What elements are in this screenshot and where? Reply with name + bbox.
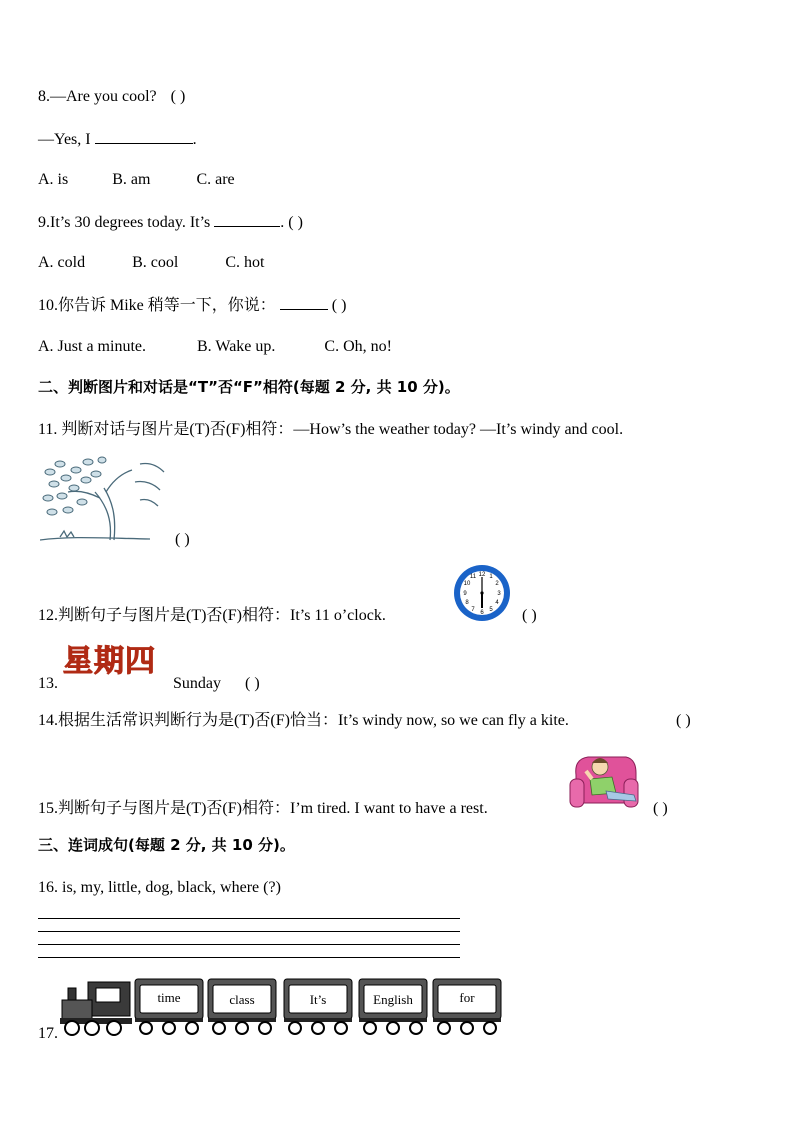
tired-person-armchair-image bbox=[566, 745, 642, 813]
train-engine-image bbox=[60, 978, 134, 1038]
q10-blank[interactable] bbox=[280, 295, 328, 310]
q9-option-b[interactable]: B. cool bbox=[132, 254, 179, 271]
train-car bbox=[432, 978, 502, 1036]
train-car bbox=[134, 978, 204, 1036]
q10-question: 10.你告诉 Mike 稍等一下，你说： bbox=[38, 297, 276, 314]
q17-word-3: It’s bbox=[309, 992, 327, 1007]
q17-number: 17. bbox=[38, 1025, 58, 1042]
q15-paren[interactable]: ( ) bbox=[653, 800, 668, 817]
q8-answer-line bbox=[38, 129, 197, 150]
svg-text:7: 7 bbox=[471, 607, 475, 613]
train-car bbox=[283, 978, 353, 1036]
q13-word: Sunday bbox=[173, 675, 221, 692]
q11-text: 11. 判断对话与图片是(T)否(F)相符：—How’s the weather today? —It’s windy and cool. bbox=[38, 421, 624, 438]
clock-icon bbox=[452, 563, 512, 623]
train-car bbox=[207, 978, 277, 1036]
svg-text:3: 3 bbox=[497, 591, 501, 597]
q8-paren: ( ) bbox=[170, 88, 186, 105]
q15-text: 15.判断句子与图片是(T)否(F)相符：I’m tired. I want to have a rest. bbox=[38, 800, 488, 817]
q9-option-a[interactable]: A. cold bbox=[38, 254, 86, 271]
q8-options bbox=[38, 170, 235, 190]
q17-word-5: for bbox=[459, 990, 475, 1005]
svg-text:11: 11 bbox=[469, 574, 477, 580]
q10-option-a[interactable]: A. Just a minute. bbox=[38, 338, 146, 355]
svg-text:5: 5 bbox=[489, 607, 493, 613]
svg-text:4: 4 bbox=[495, 600, 499, 606]
q8-option-c[interactable]: C. are bbox=[196, 171, 235, 188]
q10-option-c[interactable]: C. Oh, no! bbox=[324, 338, 392, 355]
q8-question: 8.—Are you cool? bbox=[38, 88, 157, 105]
windy-tree-image bbox=[40, 452, 165, 544]
q17-word-4: English bbox=[373, 992, 413, 1007]
q8-option-a[interactable]: A. is bbox=[38, 171, 69, 188]
q10-options bbox=[38, 337, 392, 357]
svg-text:12: 12 bbox=[478, 572, 486, 578]
answer-line[interactable] bbox=[38, 931, 460, 932]
q12-text: 12.判断句子与图片是(T)否(F)相符：It’s 11 o’clock. bbox=[38, 607, 386, 624]
q10-option-b[interactable]: B. Wake up. bbox=[197, 338, 276, 355]
svg-text:8: 8 bbox=[465, 600, 469, 606]
q11-paren[interactable]: ( ) bbox=[175, 531, 190, 548]
svg-text:9: 9 bbox=[463, 591, 467, 597]
q17-word-2: class bbox=[229, 992, 255, 1007]
answer-line[interactable] bbox=[38, 944, 460, 945]
q13-paren[interactable]: ( ) bbox=[245, 675, 260, 692]
q8-question-line bbox=[38, 87, 185, 107]
q9-question: 9.It’s 30 degrees today. It’s bbox=[38, 214, 211, 231]
q14-text: 14.根据生活常识判断行为是(T)否(F)恰当：It’s windy now, so we can fly a kite. bbox=[38, 712, 569, 729]
q9-question-line bbox=[38, 212, 303, 233]
q13-number: 13. bbox=[38, 675, 58, 692]
train-car-frame bbox=[134, 978, 204, 1036]
q9-suffix: . ( ) bbox=[280, 214, 303, 231]
answer-line[interactable] bbox=[38, 957, 460, 958]
svg-text:6: 6 bbox=[480, 610, 484, 616]
section-3-title: 三、连词成句(每题 2 分, 共 10 分)。 bbox=[38, 836, 295, 854]
q14-paren[interactable]: ( ) bbox=[676, 712, 691, 729]
q8-blank[interactable] bbox=[95, 129, 193, 144]
q9-option-c[interactable]: C. hot bbox=[225, 254, 265, 271]
svg-text:1: 1 bbox=[489, 574, 493, 580]
q12-paren[interactable]: ( ) bbox=[522, 607, 537, 624]
svg-text:2: 2 bbox=[495, 581, 499, 587]
svg-text:10: 10 bbox=[463, 581, 471, 587]
q9-blank[interactable] bbox=[214, 212, 280, 227]
q8-answer-prefix: —Yes, I bbox=[38, 131, 91, 148]
section-2-title: 二、判断图片和对话是“T”否“F”相符(每题 2 分, 共 10 分)。 bbox=[38, 378, 460, 396]
q10-question-line bbox=[38, 295, 346, 316]
q8-option-b[interactable]: B. am bbox=[112, 171, 151, 188]
answer-line[interactable] bbox=[38, 918, 460, 919]
q17-word-1: time bbox=[157, 990, 181, 1005]
train-car-frame bbox=[432, 978, 502, 1036]
q16-words: 16. is, my, little, dog, black, where (?) bbox=[38, 879, 281, 896]
q10-paren: ( ) bbox=[331, 297, 347, 314]
q8-answer-suffix: . bbox=[192, 131, 197, 148]
q9-options bbox=[38, 253, 264, 273]
weekday-thursday-image: 星期四 bbox=[63, 644, 156, 679]
train-car bbox=[358, 978, 428, 1036]
